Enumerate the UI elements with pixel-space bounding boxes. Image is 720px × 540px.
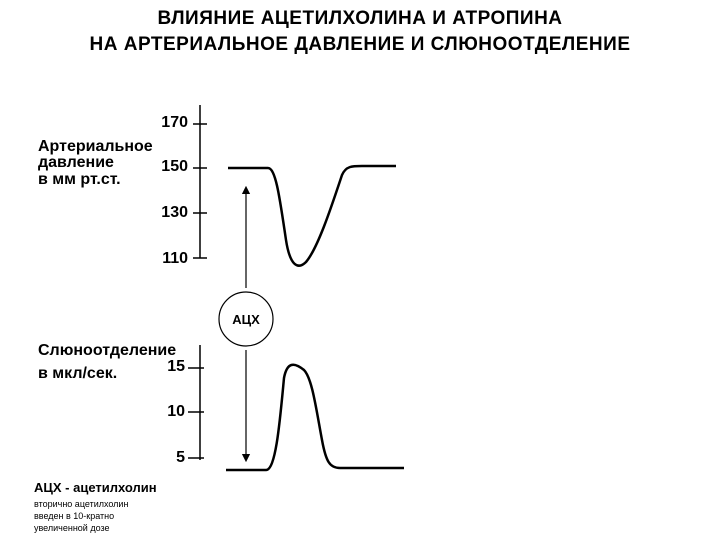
saliva-curve: [226, 365, 404, 470]
saliva-label-line-2: в мкл/сек.: [38, 365, 118, 382]
title-line-1: ВЛИЯНИЕ АЦЕТИЛХОЛИНА И АТРОПИНА: [157, 8, 563, 29]
saliva-tick-15: 15: [167, 358, 185, 375]
dose-note-line-1: вторично ацетилхолин: [34, 499, 129, 509]
bp-label-line-3: в мм рт.ст.: [38, 171, 121, 188]
saliva-tick-5: 5: [176, 449, 185, 466]
saliva-tick-10: 10: [167, 403, 185, 420]
dose-note: [34, 498, 164, 534]
bp-label-line-1: Артериальное: [38, 138, 153, 155]
bp-tick-110: 110: [162, 250, 188, 267]
legend: АЦХ - ацетилхолин: [34, 480, 157, 495]
bp-tick-150: 150: [161, 158, 188, 175]
bp-curve: [228, 166, 396, 266]
bp-tick-170: 170: [161, 114, 188, 131]
ach-marker-label: АЦХ: [232, 312, 260, 327]
bp-tick-130: 130: [161, 204, 188, 221]
bp-label-line-2: давление: [38, 154, 114, 171]
title-line-2: НА АРТЕРИАЛЬНОЕ ДАВЛЕНИЕ И СЛЮНООТДЕЛЕНИЕ: [89, 34, 631, 55]
saliva-label-line-1: Слюноотделение: [38, 342, 177, 359]
dose-note-line-3: увеличенной дозе: [34, 523, 110, 533]
dose-note-line-2: введен в 10-кратно: [34, 511, 115, 521]
